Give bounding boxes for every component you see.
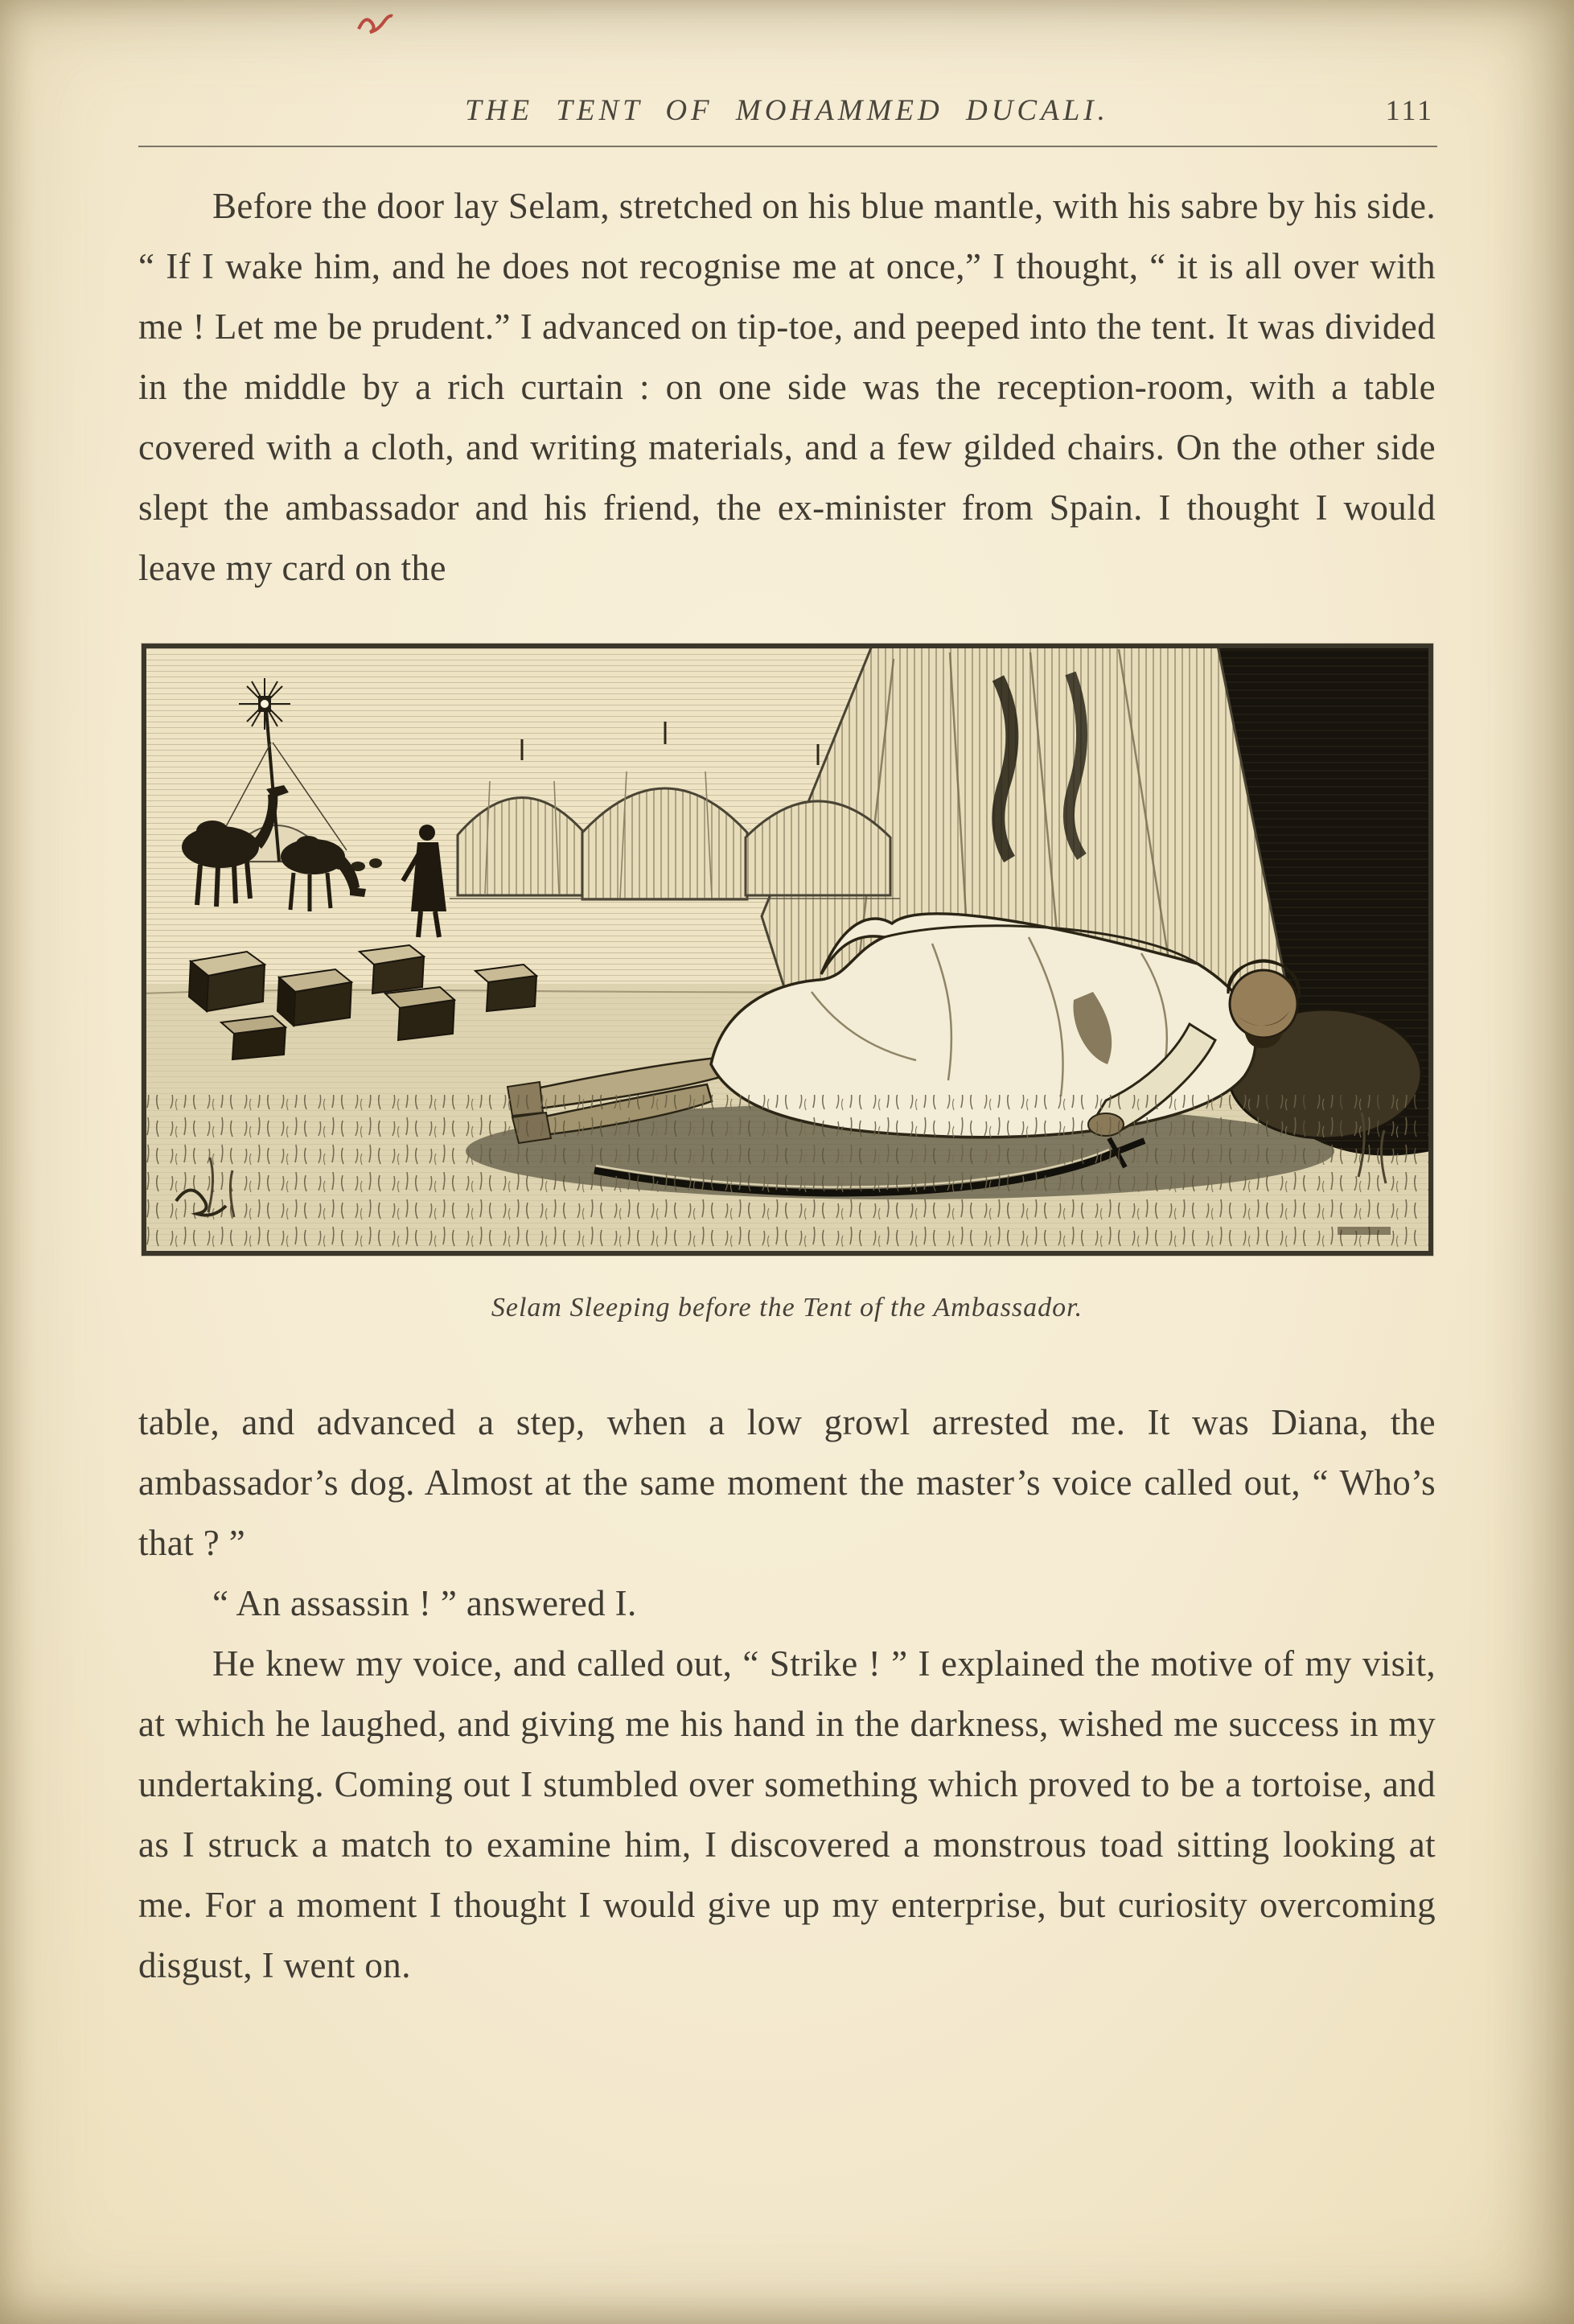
engraving-frame xyxy=(142,644,1433,1256)
text-block-bottom xyxy=(138,1392,1436,1996)
foreground-grass xyxy=(144,1095,1431,1253)
figure-caption: Selam Sleeping before the Tent of the Ambassador. xyxy=(491,1293,1083,1322)
paragraph: table, and advanced a step, when a low growl arrested me. It was Diana, the ambassador’s dog. Almost at the same moment the master’s voice called out, “ Who’s that ? ” xyxy=(138,1402,1436,1563)
paragraph: He knew my voice, and called out, “ Strike ! ” I explained the motive of my visit, at which he laughed, and giving me his hand in the darkness, wished me success in my undertaking. Coming out I stumbled over something which proved to be a tortoise, and as I struck a match to examine him, I discovered a monstrous toad sitting looking at me. For a moment I thought I would give up my enterprise, but curiosity overcoming disgust, I went on. xyxy=(138,1643,1436,1985)
text-block-top xyxy=(138,176,1436,598)
page-header-title: THE TENT OF MOHAMMED DUCALI. xyxy=(465,94,1109,127)
engraving-selam-sleeping xyxy=(144,646,1431,1253)
paragraph: Before the door lay Selam, stretched on his blue mantle, with his sabre by his side. “ If I wake him, and he does not recognise me at once,” I thought, “ it is all over with me ! Let me be prudent.” I advanced on tip-toe, and peeped into the tent. It was divided in the middle by a rich curtain : on one side was the reception-room, with a table covered with a cloth, and writing materials, and a few gilded chairs. On the other side slept the ambassador and his friend, the ex-minister from Spain. I thought I would leave my card on the xyxy=(138,186,1436,588)
running-header xyxy=(138,93,1436,128)
paragraph: “ An assassin ! ” answered I. xyxy=(212,1583,637,1623)
illustration-figure xyxy=(142,644,1433,1323)
header-rule xyxy=(138,146,1437,147)
page-number: 111 xyxy=(1385,94,1434,126)
red-ink-mark xyxy=(354,8,397,40)
